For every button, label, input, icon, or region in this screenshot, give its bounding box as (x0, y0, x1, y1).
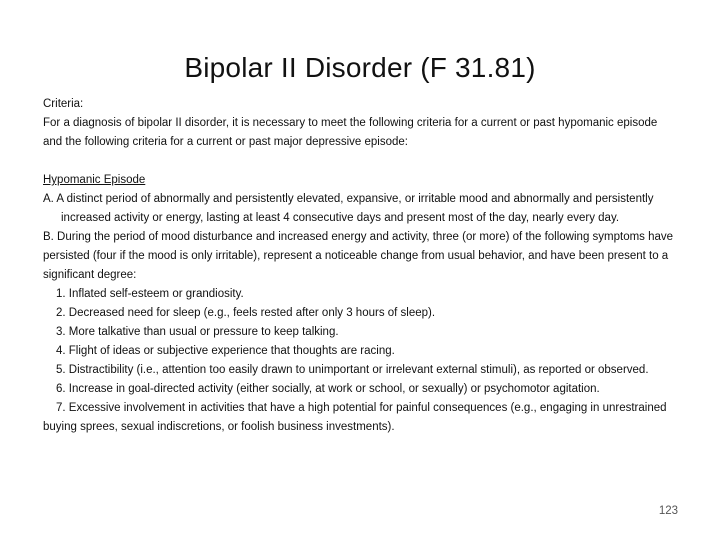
criterion-a: A. A distinct period of abnormally and persistently elevated, expansive, or irritable mood and abnormally and persistently increased activity or energy, lasting at least 4 consecutive days and present most of the day, nearly every day. (43, 193, 654, 224)
section-heading: Hypomanic Episode (43, 174, 146, 186)
symptom-item: 3. More talkative than usual or pressure to keep talking. (56, 326, 339, 338)
symptom-item: 4. Flight of ideas or subjective experience that thoughts are racing. (56, 345, 395, 357)
spacer (43, 152, 679, 171)
criterion-b: B. During the period of mood disturbance and increased energy and activity, three (or more) of the following symptoms have persisted (four if the mood is only irritable), represent a noticeable change from usual behavior, and have been present to a significant degree: (43, 231, 674, 281)
symptom-item: 7. Excessive involvement in activities that have a high potential for painful consequences (e.g., engaging in unrestrained buying sprees, sexual indiscretions, or foolish business investments). (43, 402, 667, 433)
symptom-item: 5. Distractibility (i.e., attention too easily drawn to unimportant or irrelevant external stimuli), as reported or observed. (56, 364, 649, 376)
criteria-label: Criteria: (43, 98, 84, 110)
page-number: 123 (658, 505, 678, 517)
symptom-item: 6. Increase in goal-directed activity (either socially, at work or school, or sexually) or psychomotor agitation. (56, 383, 600, 395)
slide-body (43, 95, 679, 437)
symptom-item: 1. Inflated self-esteem or grandiosity. (56, 288, 244, 300)
slide-title: Bipolar II Disorder (F 31.81) (184, 52, 536, 83)
symptom-item: 2. Decreased need for sleep (e.g., feels rested after only 3 hours of sleep). (56, 307, 436, 319)
intro-paragraph: For a diagnosis of bipolar II disorder, it is necessary to meet the following criteria for a current or past hypomanic episode and the following criteria for a current or past major depressive episode: (43, 117, 658, 148)
